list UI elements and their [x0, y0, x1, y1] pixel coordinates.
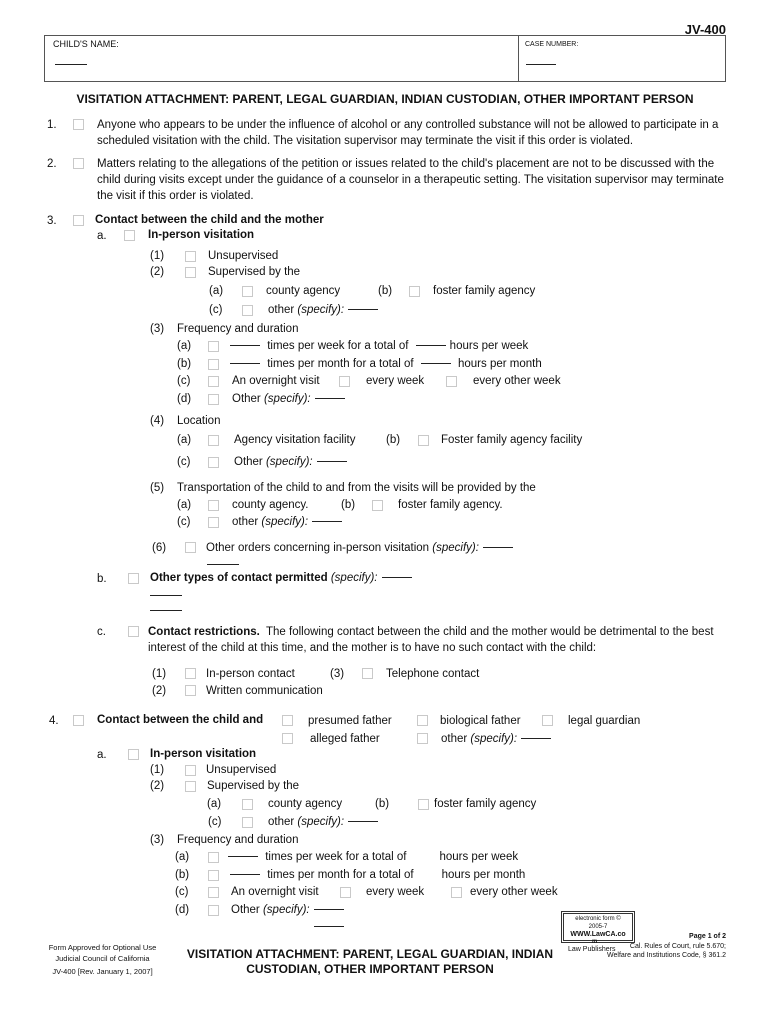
specify-line[interactable] [521, 738, 551, 739]
item3a2-label: Supervised by the [208, 266, 301, 278]
other-word: Other [232, 393, 261, 405]
item3a3c-checkbox[interactable] [208, 376, 219, 387]
stamp-line3: WWW.LawCA.co [570, 931, 626, 938]
specify-line[interactable] [348, 821, 378, 822]
item3a2a-checkbox[interactable] [242, 286, 253, 297]
times-line[interactable] [230, 874, 260, 875]
biological-father-checkbox[interactable] [417, 715, 428, 726]
item3a2-number: (2) [150, 266, 165, 278]
item4a2b-checkbox[interactable] [418, 799, 429, 810]
continuation-line[interactable] [150, 610, 182, 611]
code-citation: Welfare and Institutions Code, § 361.2 [607, 952, 726, 959]
item4a3b-text [226, 869, 525, 881]
item3a4c-label: (c) [177, 456, 191, 468]
specify-word: (specify): [432, 542, 479, 554]
item3a2a-label: (a) [209, 285, 224, 297]
item4a3c-checkbox[interactable] [208, 887, 219, 898]
every-other-week-checkbox[interactable] [451, 887, 462, 898]
item3a4a-checkbox[interactable] [208, 435, 219, 446]
footer-title-line1: VISITATION ATTACHMENT: PARENT, LEGAL GUARDIAN, INDIAN [186, 947, 554, 961]
item3a5b-text: foster family agency. [398, 499, 503, 511]
item3a-heading: In-person visitation [148, 229, 255, 241]
item3a3a-checkbox[interactable] [208, 341, 219, 352]
item3a1-number: (1) [150, 250, 165, 262]
footer-approved: Form Approved for Optional Use [48, 943, 157, 952]
stamp-line4: m [592, 939, 598, 945]
item3a2c-label: (c) [209, 304, 223, 316]
item4a2-checkbox[interactable] [185, 781, 196, 792]
item3a3d-text [232, 393, 349, 405]
presumed-father-text: presumed father [308, 715, 392, 727]
item4a3a-checkbox[interactable] [208, 852, 219, 863]
item3a4c-checkbox[interactable] [208, 457, 219, 468]
item4a3c-label: (c) [175, 886, 189, 898]
item3c2-number: (2) [152, 685, 167, 697]
item3-heading: Contact between the child and the mother [95, 214, 324, 226]
item2-checkbox[interactable] [73, 158, 84, 169]
item3a5b-checkbox[interactable] [372, 500, 383, 511]
item3a5a-checkbox[interactable] [208, 500, 219, 511]
other-orders-text: Other orders concerning in-person visitation [206, 542, 430, 554]
times-line[interactable] [230, 345, 260, 346]
item3a5a-text: county agency. [232, 499, 309, 511]
specify-line[interactable] [317, 461, 347, 462]
every-week-checkbox[interactable] [339, 376, 350, 387]
item4a3d-checkbox[interactable] [208, 905, 219, 916]
item4a2a-checkbox[interactable] [242, 799, 253, 810]
item3a5b-label: (b) [341, 499, 356, 511]
other-word: other [441, 733, 468, 745]
specify-word: (specify): [262, 904, 310, 916]
other-word: Other [234, 456, 263, 468]
item3a-checkbox[interactable] [124, 230, 135, 241]
item3a2-checkbox[interactable] [185, 267, 196, 278]
specify-word: (specify): [330, 572, 378, 584]
item4a3d-label: (d) [175, 904, 190, 916]
item4a3b-checkbox[interactable] [208, 870, 219, 881]
item3c-body: The following contact between the child and the mother would be detrimental to the best interest of the child at this time, and the mother is to have no such contact with the child: [148, 626, 714, 654]
specify-word: (specify): [261, 516, 309, 528]
item3a5c-text [232, 516, 346, 528]
item3a5a-label: (a) [177, 499, 192, 511]
hours-per-month-text: hours per month [441, 869, 526, 881]
page-title: VISITATION ATTACHMENT: PARENT, LEGAL GUARDIAN, INDIAN CUSTODIAN, OTHER IMPORTANT PERSON [76, 92, 694, 106]
other-word: other [232, 516, 259, 528]
item3a6-checkbox[interactable] [185, 542, 196, 553]
rule-citation: Cal. Rules of Court, rule 5.670; [629, 943, 726, 950]
item3a3c-text: An overnight visit [232, 375, 320, 387]
item3b-checkbox[interactable] [128, 573, 139, 584]
item4-other-text [441, 733, 555, 745]
header-box [44, 35, 726, 82]
item4a2c-text [268, 816, 382, 828]
item3c-label: c. [97, 626, 106, 638]
every-week-text: every week [366, 886, 425, 898]
specify-word: (specify): [263, 393, 311, 405]
every-other-week-text: every other week [473, 375, 561, 387]
item3c1-checkbox[interactable] [185, 668, 196, 679]
item3c-checkbox[interactable] [128, 626, 139, 637]
child-name-label: CHILD'S NAME: [53, 39, 119, 49]
item4a3a-label: (a) [175, 851, 190, 863]
footer-revision: JV-400 [Rev. January 1, 2007] [52, 967, 153, 976]
every-other-week-text: every other week [470, 886, 558, 898]
item3c3-number: (3) [330, 668, 345, 680]
every-week-text: every week [366, 375, 425, 387]
footer-title [170, 947, 570, 977]
item3c-heading: Contact restrictions. [148, 626, 260, 638]
specify-word: (specify): [265, 456, 313, 468]
item3a3-label: Frequency and duration [177, 323, 299, 335]
form-number: JV-400 [684, 22, 726, 37]
item4a-label: a. [97, 749, 107, 761]
item4a2c-checkbox[interactable] [242, 817, 253, 828]
item3a4b-label: (b) [386, 434, 401, 446]
item3c3-text: Telephone contact [386, 668, 480, 680]
legal-guardian-text: legal guardian [568, 715, 641, 727]
hours-per-week-text: hours per week [439, 851, 519, 863]
item3a5-label: Transportation of the child to and from the visits will be provided by the [177, 482, 536, 494]
specify-word: (specify): [297, 304, 345, 316]
item3c-text [148, 624, 728, 656]
item3b-heading: Other types of contact permitted [150, 572, 328, 584]
specify-line[interactable] [312, 521, 342, 522]
item3c2-checkbox[interactable] [185, 685, 196, 696]
law-publishers: Law Publishers [568, 946, 616, 953]
stamp-line2: 2005-7 [588, 924, 608, 930]
item4a2b-label: (b) [375, 798, 390, 810]
item3a4-label: Location [177, 415, 221, 427]
alleged-father-text: alleged father [310, 733, 380, 745]
item3a2a-text: county agency [266, 285, 341, 297]
biological-father-text: biological father [440, 715, 521, 727]
hours-per-month-text: hours per month [457, 358, 542, 370]
item4a3-number: (3) [150, 834, 165, 846]
item3b-text [150, 572, 416, 584]
item3a3d-label: (d) [177, 393, 192, 405]
item4a2b-text: foster family agency [434, 798, 537, 810]
specify-line[interactable] [314, 909, 344, 910]
item3c3-checkbox[interactable] [362, 668, 373, 679]
legal-guardian-checkbox[interactable] [542, 715, 553, 726]
item3a6-number: (6) [152, 542, 167, 554]
item4a2-label: Supervised by the [207, 780, 300, 792]
item3a2b-text: foster family agency [433, 285, 536, 297]
item4a3-label: Frequency and duration [177, 834, 299, 846]
item4a1-number: (1) [150, 764, 165, 776]
item4a1-checkbox[interactable] [185, 765, 196, 776]
specify-word: (specify): [297, 816, 345, 828]
presumed-father-checkbox[interactable] [282, 715, 293, 726]
item3a4b-checkbox[interactable] [418, 435, 429, 446]
item3a5-number: (5) [150, 482, 165, 494]
times-per-week-text: times per week for a total of [267, 340, 409, 352]
item3a3b-checkbox[interactable] [208, 359, 219, 370]
times-per-month-text: times per month for a total of [267, 869, 414, 881]
footer-council: Judicial Council of California [55, 954, 150, 963]
item3a3d-checkbox[interactable] [208, 394, 219, 405]
item3a2b-label: (b) [378, 285, 393, 297]
times-per-week-text: times per week for a total of [265, 851, 407, 863]
footer-left [40, 942, 165, 977]
item3a3b-text [226, 358, 542, 370]
hours-line[interactable] [416, 345, 446, 346]
specify-word: (specify): [470, 733, 518, 745]
continuation-line[interactable] [314, 926, 344, 927]
item3b-label: b. [97, 573, 107, 585]
stamp-line1: electronic form © [575, 916, 621, 922]
item3a3b-label: (b) [177, 358, 192, 370]
times-line[interactable] [228, 856, 258, 857]
item3a3c-label: (c) [177, 375, 191, 387]
other-word: Other [231, 904, 260, 916]
item3a3a-label: (a) [177, 340, 192, 352]
item4a-checkbox[interactable] [128, 749, 139, 760]
item3a1-label: Unsupervised [208, 250, 279, 262]
item1-text: Anyone who appears to be under the influence of alcohol or any controlled substance will not be allowed to participate in a scheduled visitation with the child. The visitation supervisor may terminate the visit if this order is violated. [97, 119, 719, 147]
page-number: Page 1 of 2 [689, 933, 726, 940]
item3a3-number: (3) [150, 323, 165, 335]
item4a2a-text: county agency [268, 798, 343, 810]
item4a3d-text [231, 904, 348, 916]
case-number-field[interactable] [526, 64, 556, 65]
case-number-label: CASE NUMBER: [525, 41, 579, 48]
item4-heading: Contact between the child and [97, 714, 264, 726]
every-week-checkbox[interactable] [340, 887, 351, 898]
item2-number: 2. [47, 158, 57, 170]
specify-line[interactable] [315, 398, 345, 399]
item3a2b-checkbox[interactable] [409, 286, 420, 297]
item4a3b-label: (b) [175, 869, 190, 881]
item4a-heading: In-person visitation [150, 748, 257, 760]
every-other-week-checkbox[interactable] [446, 376, 457, 387]
item3a4-number: (4) [150, 415, 165, 427]
item3a4c-text [234, 456, 351, 468]
item3c1-text: In-person contact [206, 668, 295, 680]
item4-number: 4. [49, 715, 59, 727]
item4-other-checkbox[interactable] [417, 733, 428, 744]
item3a5c-label: (c) [177, 516, 191, 528]
item3-checkbox[interactable] [73, 215, 84, 226]
item3c1-number: (1) [152, 668, 167, 680]
continuation-line[interactable] [207, 564, 239, 565]
other-word: other [268, 304, 295, 316]
hours-line[interactable] [421, 363, 451, 364]
item4a2c-label: (c) [208, 816, 222, 828]
specify-line[interactable] [382, 577, 412, 578]
item4-checkbox[interactable] [73, 715, 84, 726]
footer-title-line2: CUSTODIAN, OTHER IMPORTANT PERSON [246, 962, 494, 976]
item1-number: 1. [47, 119, 57, 131]
specify-line[interactable] [483, 547, 513, 548]
item3a1-checkbox[interactable] [185, 251, 196, 262]
item3a2c-text [268, 304, 382, 316]
times-per-month-text: times per month for a total of [267, 358, 414, 370]
child-name-field[interactable] [55, 64, 87, 65]
alleged-father-checkbox[interactable] [282, 733, 293, 744]
item3a4a-label: (a) [177, 434, 192, 446]
item3a3a-text [226, 340, 528, 352]
other-word: other [268, 816, 295, 828]
times-line[interactable] [230, 363, 260, 364]
item3a6-text [206, 542, 517, 554]
item1-checkbox[interactable] [73, 119, 84, 130]
item3a4a-text: Agency visitation facility [234, 434, 356, 446]
item4a2-number: (2) [150, 780, 165, 792]
item4a1-label: Unsupervised [206, 764, 277, 776]
item3-number: 3. [47, 215, 57, 227]
item2-text: Matters relating to the allegations of the petition or issues related to the child's placement are not to be discussed with the child during visits except under the guidance of a counselor in a therapeutic setting. The visitation supervisor may terminate the visit if this order is violated. [97, 158, 724, 202]
item3c2-text: Written communication [206, 685, 323, 697]
hours-per-week-text: hours per week [449, 340, 529, 352]
header-divider [518, 36, 519, 81]
continuation-line[interactable] [150, 595, 182, 596]
item3a4b-text: Foster family agency facility [441, 434, 583, 446]
item3a-label: a. [97, 230, 107, 242]
item4a3c-text: An overnight visit [231, 886, 319, 898]
specify-line[interactable] [348, 309, 378, 310]
item4a2a-label: (a) [207, 798, 222, 810]
item4a3a-text [224, 851, 518, 863]
item3a2c-checkbox[interactable] [242, 305, 253, 316]
item3a5c-checkbox[interactable] [208, 517, 219, 528]
footer-right [607, 932, 726, 960]
